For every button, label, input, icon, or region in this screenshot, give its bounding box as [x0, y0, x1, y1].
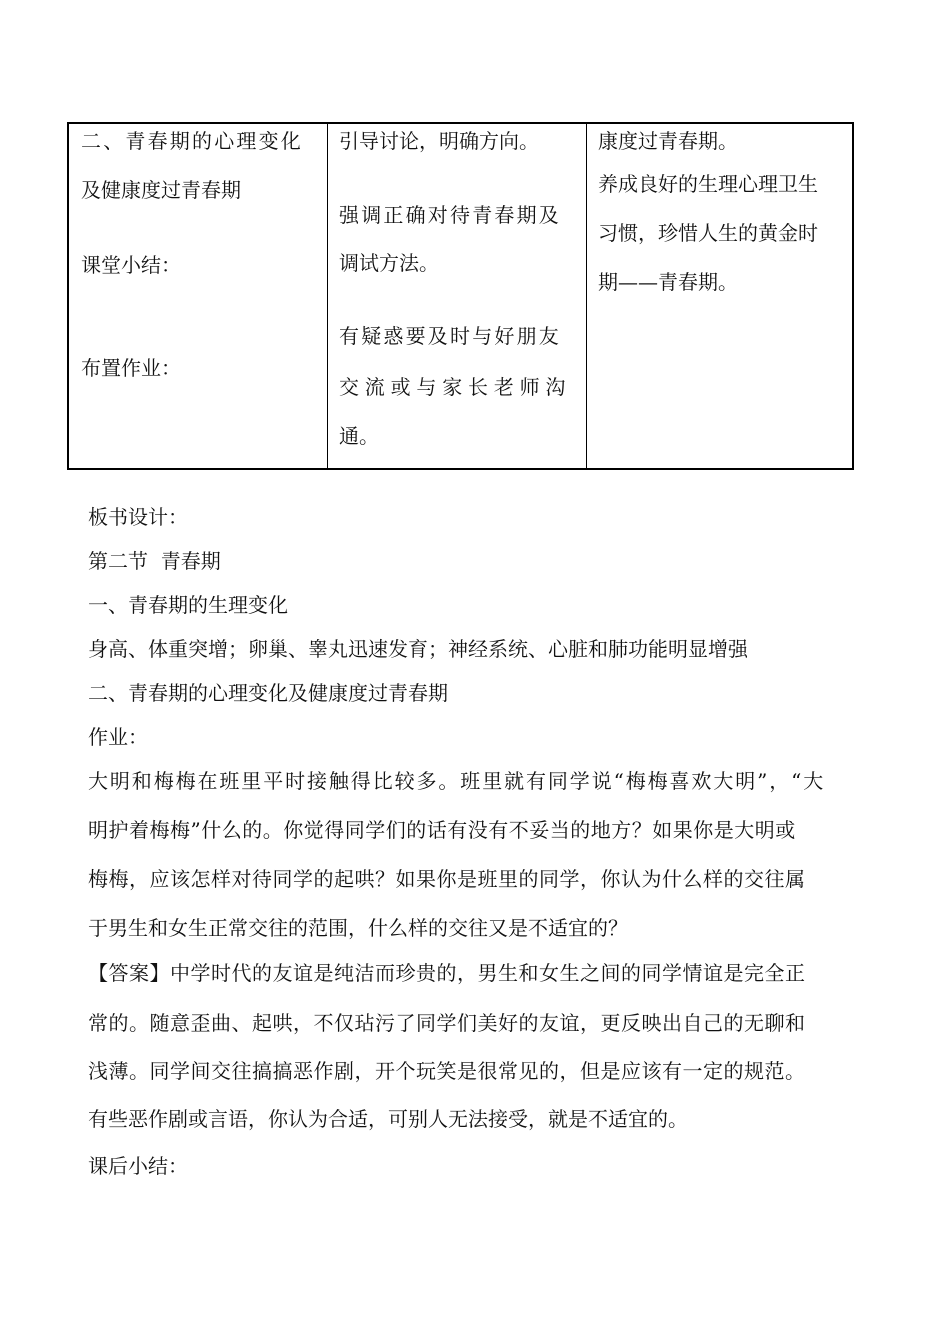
cell-text: 及健康度过青春期 [81, 178, 241, 202]
question-line: 于男生和女生正常交往的范围，什么样的交往又是不适宜的？ [88, 916, 628, 940]
answer-line: 有些恶作剧或言语，你认为合适，可别人无法接受，就是不适宜的。 [88, 1107, 688, 1131]
summary-label: 课堂小结： [81, 253, 181, 277]
board-point-1: 一、青春期的生理变化 [88, 593, 288, 617]
question-line: 梅梅，应该怎样对待同学的起哄？如果你是班里的同学，你认为什么样的交往属 [88, 867, 806, 891]
answer-line: 【答案】中学时代的友谊是纯洁而珍贵的，男生和女生之间的同学情谊是完全正 [88, 961, 806, 985]
question-line: 大明和梅梅在班里平时接触得比较多。班里就有同学说“梅梅喜欢大明”，“大 [88, 769, 826, 793]
question-line: 明护着梅梅”什么的。你觉得同学们的话有没有不妥当的地方？如果你是大明或 [88, 818, 796, 842]
table-cell-teacher [328, 124, 587, 468]
cell-text: 养成良好的生理心理卫生 [598, 172, 818, 196]
board-heading: 板书设计： [88, 505, 188, 529]
after-class-summary-label: 课后小结： [88, 1154, 188, 1178]
board-point-2: 二、青春期的心理变化及健康度过青春期 [88, 681, 448, 705]
homework-label: 作业： [88, 725, 148, 749]
cell-text: 有疑惑要及时与好朋友 [339, 324, 561, 348]
cell-text: 调试方法。 [339, 251, 439, 275]
cell-text: 期——青春期。 [598, 270, 738, 294]
answer-line: 常的。随意歪曲、起哄，不仅玷污了同学们美好的友谊，更反映出自己的无聊和 [88, 1011, 806, 1035]
table-cell-topic [69, 124, 328, 468]
cell-text: 习惯，珍惜人生的黄金时 [598, 221, 818, 245]
table-cell-student [587, 124, 852, 468]
answer-line: 浅薄。同学间交往搞搞恶作剧，开个玩笑是很常见的，但是应该有一定的规范。 [88, 1059, 806, 1083]
cell-text: 康度过青春期。 [598, 129, 738, 153]
cell-text: 引导讨论，明确方向。 [339, 129, 539, 153]
board-section-title: 第二节 青春期 [88, 549, 221, 573]
cell-text: 通。 [339, 424, 379, 448]
lesson-table [67, 122, 854, 470]
cell-text: 二、青春期的心理变化 [81, 129, 303, 153]
cell-text: 交流或与家长老师沟 [339, 375, 572, 399]
homework-label: 布置作业： [81, 356, 181, 380]
cell-text: 强调正确对待青春期及 [339, 203, 561, 227]
board-point-1-detail: 身高、体重突增；卵巢、睾丸迅速发育；神经系统、心脏和肺功能明显增强 [88, 637, 748, 661]
